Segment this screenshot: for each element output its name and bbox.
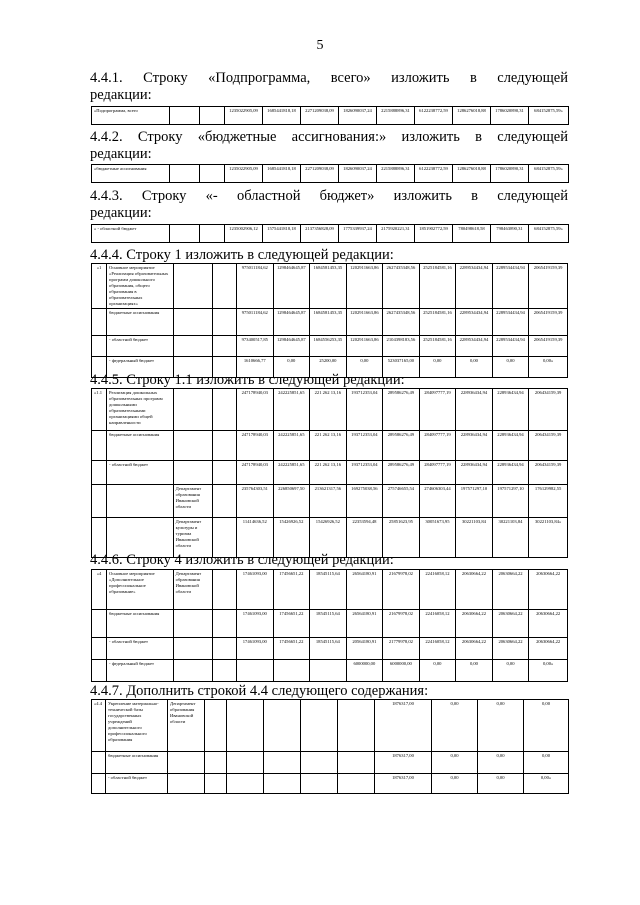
table-cell: 2065419159,39 bbox=[529, 264, 568, 309]
table-cell: 242225851,65 bbox=[273, 431, 310, 461]
table-cell bbox=[168, 774, 205, 794]
table-cell bbox=[205, 752, 227, 774]
table-cell: 6122238772,59 bbox=[415, 165, 453, 183]
table-cell: 523037165,00 bbox=[383, 357, 420, 378]
table-cell: 247178940,03 bbox=[237, 431, 274, 461]
table-cell: 221 262 13,16 bbox=[310, 389, 347, 431]
table-cell bbox=[273, 660, 310, 682]
table-cell: 20564180,91 bbox=[346, 638, 383, 660]
table-cell: 22416058,12 bbox=[419, 638, 456, 660]
heading-line: редакции: bbox=[90, 146, 152, 162]
table-row bbox=[92, 225, 569, 243]
table-cell: бюджетные ассигнования bbox=[107, 610, 174, 638]
table-cell: 0,00 bbox=[419, 357, 456, 378]
table-cell bbox=[92, 610, 107, 638]
table-cell bbox=[173, 309, 213, 336]
table-cell: 197571297,10 bbox=[456, 485, 493, 518]
table-cell bbox=[227, 752, 264, 774]
table-cell: 1786020890,31 bbox=[491, 107, 529, 125]
table-cell bbox=[264, 700, 301, 752]
table-cell: 30051673,95 bbox=[419, 518, 456, 558]
table-cell: 0,00 bbox=[478, 700, 524, 752]
table-cell bbox=[213, 570, 237, 610]
table-cell: 0,00 bbox=[524, 752, 569, 774]
table-cell bbox=[170, 165, 200, 183]
table-cell: - областной бюджет bbox=[107, 638, 174, 660]
table-cell bbox=[213, 660, 237, 682]
table-row bbox=[92, 774, 569, 794]
table-cell bbox=[310, 660, 347, 682]
table-cell: 0,00 bbox=[432, 700, 478, 752]
table-cell: 221 262 13,16 bbox=[310, 431, 347, 461]
table-cell: 2289534434,94 bbox=[492, 309, 529, 336]
table-cell: 6122238772,59 bbox=[415, 107, 453, 125]
table-cell: 2065419159,39 bbox=[529, 336, 568, 357]
table-cell bbox=[338, 700, 375, 752]
table-cell: 1298464645,87 bbox=[273, 264, 310, 309]
table-cell: 228936434,94 bbox=[492, 431, 529, 461]
heading-4-4-1 bbox=[90, 70, 568, 104]
table-cell bbox=[301, 700, 338, 752]
table-cell: «Подпрограмма, всего bbox=[92, 107, 170, 125]
table-cell: 17461093,00 bbox=[237, 610, 274, 638]
table-cell: 1876317,00 bbox=[375, 774, 432, 794]
table-row bbox=[92, 165, 569, 183]
table-cell bbox=[168, 752, 205, 774]
table-cell bbox=[213, 638, 237, 660]
table-cell: 247178940,03 bbox=[237, 389, 274, 431]
heading-4-4-4: 4.4.4. Строку 1 изложить в следующей редакции: bbox=[90, 247, 394, 263]
table-4-4-5 bbox=[91, 388, 568, 558]
table-cell: 235764303,51 bbox=[237, 485, 274, 518]
table-row bbox=[92, 700, 569, 752]
table-cell: 6000000,00 bbox=[346, 660, 383, 682]
table-cell bbox=[338, 752, 375, 774]
table-cell: 193712353,04 bbox=[346, 389, 383, 431]
table-cell: 6000000,00 bbox=[383, 660, 420, 682]
table-4-4-1 bbox=[91, 106, 569, 125]
heading-4-4-3 bbox=[90, 188, 568, 222]
table-cell: 1685441818,18 bbox=[263, 107, 301, 125]
table-cell bbox=[301, 752, 338, 774]
table-cell: 1202911663,86 bbox=[346, 309, 383, 336]
table-cell: 0,00 bbox=[432, 752, 478, 774]
table-cell: 21679978,02 bbox=[383, 610, 420, 638]
table-cell: 21779978,02 bbox=[383, 638, 420, 660]
table-row bbox=[92, 431, 568, 461]
table-cell: 1202911663,86 bbox=[346, 336, 383, 357]
table-cell: бюджетные ассигнования bbox=[106, 752, 168, 774]
table-row bbox=[92, 570, 568, 610]
table-cell: Укрепление материально-технической базы государственных учреждений дополнительного профессионального образования bbox=[106, 700, 168, 752]
table-cell: 2289534434,94 bbox=[456, 336, 493, 357]
table-cell: 1235022905,09 bbox=[225, 165, 263, 183]
table-cell: 25200,00 bbox=[310, 357, 347, 378]
table-cell: 798463890,31 bbox=[491, 225, 529, 243]
table-cell: 213621317,56 bbox=[310, 485, 347, 518]
table-cell: 20630664,22 bbox=[492, 610, 529, 638]
table-cell: «4 bbox=[92, 570, 107, 610]
table-cell: 684152875,59» bbox=[529, 165, 569, 183]
table-cell: « - областной бюджет bbox=[92, 225, 170, 243]
table-cell: 2627435348,56 bbox=[383, 264, 420, 309]
table-cell: 1876317,00 bbox=[375, 700, 432, 752]
table-cell: 1575441818,18 bbox=[263, 225, 301, 243]
table-cell: 973400517,85 bbox=[237, 336, 274, 357]
table-cell: 1775339937,24 bbox=[339, 225, 377, 243]
table-cell: 1684581453,35 bbox=[310, 309, 347, 336]
table-cell: 975011184,62 bbox=[237, 309, 274, 336]
table-cell: 17456651,22 bbox=[273, 610, 310, 638]
table-cell: 2627435348,56 bbox=[383, 309, 420, 336]
table-cell: 975011184,62 bbox=[237, 264, 274, 309]
table-cell: 1235002906,12 bbox=[225, 225, 263, 243]
table-cell: 22416058,12 bbox=[419, 610, 456, 638]
table-cell: 2137356828,09 bbox=[301, 225, 339, 243]
table-cell: 684152875,59» bbox=[529, 225, 569, 243]
table-cell: 1876317,00 bbox=[375, 752, 432, 774]
table-cell: 780498618,58 bbox=[453, 225, 491, 243]
table-cell: 22353594,48 bbox=[346, 518, 383, 558]
heading-line: редакции: bbox=[90, 205, 152, 221]
table-cell: 228936434,94 bbox=[492, 389, 529, 431]
table-cell: 21679978,02 bbox=[383, 570, 420, 610]
table-cell: 15426926,52 bbox=[273, 518, 310, 558]
table-cell: 0,00 bbox=[432, 774, 478, 794]
table-cell bbox=[213, 264, 237, 309]
table-cell: 2065419159,39 bbox=[529, 309, 568, 336]
table-cell: 2289534434,94 bbox=[456, 264, 493, 309]
heading-4-4-6: 4.4.6. Строку 4 изложить в следующей редакции: bbox=[90, 552, 394, 568]
table-cell: 242225851,65 bbox=[273, 461, 310, 485]
table-row bbox=[92, 638, 568, 660]
table-cell bbox=[92, 485, 107, 518]
table-cell bbox=[173, 389, 213, 431]
table-cell bbox=[338, 774, 375, 794]
table-cell: «1 bbox=[92, 264, 107, 309]
table-cell: 30221103,84» bbox=[529, 518, 568, 558]
table-cell: 20630664,22 bbox=[492, 570, 529, 610]
table-cell: 228936434,94 bbox=[456, 389, 493, 431]
table-cell: Основное мероприятие «Дополнительное профессиональное образование» bbox=[107, 570, 174, 610]
table-cell: 25851623,95 bbox=[383, 518, 420, 558]
table-cell bbox=[205, 700, 227, 752]
table-cell bbox=[173, 638, 213, 660]
table-cell: 18545115,64 bbox=[310, 570, 347, 610]
table-cell bbox=[173, 660, 213, 682]
table-cell: 17461093,00 bbox=[237, 570, 274, 610]
table-cell: 0,00» bbox=[529, 357, 568, 378]
table-cell: 0,00 bbox=[492, 357, 529, 378]
table-cell: 226850697,50 bbox=[273, 485, 310, 518]
table-cell: - областной бюджет bbox=[106, 774, 168, 794]
table-cell: 0,00 bbox=[456, 357, 493, 378]
table-cell: 22416058,12 bbox=[419, 570, 456, 610]
heading-4-4-7: 4.4.7. Дополнить строкой 4.4 следующего содержания: bbox=[90, 683, 429, 699]
table-cell: «1.1 bbox=[92, 389, 107, 431]
table-cell bbox=[264, 774, 301, 794]
table-cell: Департамент образования Ивановской области bbox=[173, 570, 213, 610]
table-cell: 2525184581,16 bbox=[419, 336, 456, 357]
table-cell bbox=[264, 752, 301, 774]
table-cell: 1202911663,86 bbox=[346, 264, 383, 309]
table-cell: 0,00» bbox=[524, 774, 569, 794]
table-cell bbox=[92, 660, 107, 682]
table-cell: 206434159,39 bbox=[529, 431, 568, 461]
table-row bbox=[92, 264, 568, 309]
table-cell: 1685441818,18 bbox=[263, 165, 301, 183]
table-cell bbox=[170, 225, 200, 243]
table-cell bbox=[173, 461, 213, 485]
table-cell bbox=[92, 336, 107, 357]
table-cell bbox=[92, 309, 107, 336]
table-4-4-4 bbox=[91, 263, 568, 378]
table-cell bbox=[200, 107, 225, 125]
table-cell: 0,00 bbox=[419, 660, 456, 682]
table-cell: 2289534434,94 bbox=[456, 309, 493, 336]
table-cell bbox=[173, 264, 213, 309]
table-cell bbox=[92, 752, 106, 774]
table-cell: 2525184581,16 bbox=[419, 309, 456, 336]
table-cell: - федеральный бюджет bbox=[107, 357, 174, 378]
table-cell: 30221103,84 bbox=[456, 518, 493, 558]
table-cell: 247178940,03 bbox=[237, 461, 274, 485]
table-row bbox=[92, 309, 568, 336]
table-cell: 17461093,00 bbox=[237, 638, 274, 660]
table-cell: 26564180,91 bbox=[346, 570, 383, 610]
heading-4-4-5: 4.4.5. Строку 1.1 изложить в следующей редакции: bbox=[90, 372, 405, 388]
table-row bbox=[92, 461, 568, 485]
table-cell bbox=[173, 336, 213, 357]
table-cell: 2271209038,09 bbox=[301, 107, 339, 125]
table-cell bbox=[227, 774, 264, 794]
table-cell: Департамент образования Ивановской области bbox=[173, 485, 213, 518]
table-cell: 1786020890,31 bbox=[491, 165, 529, 183]
heading-line: 4.4.2. Строку «бюджетные ассигнования:» изложить в следующей bbox=[90, 129, 568, 145]
table-cell: 289586276,49 bbox=[383, 461, 420, 485]
table-cell: 2271209038,09 bbox=[301, 165, 339, 183]
table-cell: 20630664,22 bbox=[456, 570, 493, 610]
table-cell: Основное мероприятие «Реализация образовательных программ дошкольного образования, общего образования в образовательных организациях» bbox=[107, 264, 174, 309]
heading-line: редакции: bbox=[90, 87, 152, 103]
table-cell: 684152875,59» bbox=[529, 107, 569, 125]
heading-line: 4.4.1. Строку «Подпрограмма, всего» изложить в следующей bbox=[90, 70, 568, 86]
table-cell: - областной бюджет bbox=[107, 336, 174, 357]
table-cell: 20630664,22 bbox=[529, 570, 568, 610]
table-cell: 2215888896,31 bbox=[377, 165, 415, 183]
table-cell bbox=[200, 225, 225, 243]
table-cell bbox=[205, 774, 227, 794]
table-cell: 17456651,22 bbox=[273, 570, 310, 610]
table-cell: 0,00 bbox=[273, 357, 310, 378]
table-4-4-6 bbox=[91, 569, 568, 682]
table-cell: 206434159,39 bbox=[529, 389, 568, 431]
table-cell: 1684556253,35 bbox=[310, 336, 347, 357]
table-4-4-3 bbox=[91, 224, 569, 243]
table-cell: 169275038,56 bbox=[346, 485, 383, 518]
heading-line: 4.4.3. Строку «- областной бюджет» изложить в следующей bbox=[90, 188, 568, 204]
table-cell bbox=[301, 774, 338, 794]
table-cell: 0,00 bbox=[478, 774, 524, 794]
table-row bbox=[92, 752, 569, 774]
table-cell: 197571297,10 bbox=[492, 485, 529, 518]
table-cell: 0,00 bbox=[478, 752, 524, 774]
table-cell: 1298464645,87 bbox=[273, 336, 310, 357]
table-cell: 2175920221,31 bbox=[377, 225, 415, 243]
table-cell: - федеральный бюджет bbox=[107, 660, 174, 682]
table-cell: 0,00» bbox=[529, 660, 568, 682]
table-cell: 0,00 bbox=[456, 660, 493, 682]
table-cell: 1851902772,59 bbox=[415, 225, 453, 243]
table-row bbox=[92, 107, 569, 125]
table-cell bbox=[173, 431, 213, 461]
page-number: 5 bbox=[316, 38, 324, 53]
table-cell: 18545115,64 bbox=[310, 638, 347, 660]
table-cell: Департамент образования Ивановской области bbox=[168, 700, 205, 752]
table-cell bbox=[213, 336, 237, 357]
table-cell: 228936434,94 bbox=[456, 461, 493, 485]
table-cell: 1235022905,09 bbox=[225, 107, 263, 125]
table-cell: 1298464645,87 bbox=[273, 309, 310, 336]
table-cell: 2104398183,56 bbox=[383, 336, 420, 357]
table-cell: Департамент культуры и туризма Ивановской области bbox=[173, 518, 213, 558]
table-cell: 1826090037,24 bbox=[339, 165, 377, 183]
table-cell: 275746655,54 bbox=[383, 485, 420, 518]
table-cell: 206434159,39 bbox=[529, 461, 568, 485]
table-cell: «бюджетные ассигнования bbox=[92, 165, 170, 183]
table-cell: 284097777,19 bbox=[419, 431, 456, 461]
table-cell: 20630664,22 bbox=[492, 638, 529, 660]
table-cell bbox=[173, 610, 213, 638]
table-cell: 20630664,22 bbox=[529, 610, 568, 638]
table-cell bbox=[213, 309, 237, 336]
table-cell bbox=[200, 165, 225, 183]
table-cell bbox=[92, 774, 106, 794]
table-cell: 284097777,19 bbox=[419, 389, 456, 431]
table-cell: 20630664,22 bbox=[456, 610, 493, 638]
table-cell: 193712353,04 bbox=[346, 431, 383, 461]
table-cell: 20630664,22 bbox=[456, 638, 493, 660]
table-cell: 20630664,22 bbox=[529, 638, 568, 660]
table-cell: 18545115,64 bbox=[310, 610, 347, 638]
table-cell: 221 262 13,16 bbox=[310, 461, 347, 485]
table-cell: 1286276018,88 bbox=[453, 107, 491, 125]
table-cell: «4.4 bbox=[92, 700, 106, 752]
table-cell bbox=[227, 700, 264, 752]
table-cell: 0,00 bbox=[524, 700, 569, 752]
table-cell: 0,00 bbox=[346, 357, 383, 378]
table-cell: 274606303,44 bbox=[419, 485, 456, 518]
table-cell: 1286276018,88 bbox=[453, 165, 491, 183]
table-cell: 2289534434,94 bbox=[492, 336, 529, 357]
table-cell: бюджетные ассигнования bbox=[107, 309, 174, 336]
table-cell: 15426926,52 bbox=[310, 518, 347, 558]
table-4-4-2 bbox=[91, 164, 569, 183]
table-cell bbox=[237, 660, 274, 682]
table-cell bbox=[92, 431, 107, 461]
table-row bbox=[92, 485, 568, 518]
table-row bbox=[92, 660, 568, 682]
table-cell bbox=[170, 107, 200, 125]
heading-4-4-2 bbox=[90, 129, 568, 163]
table-cell: 193712353,04 bbox=[346, 461, 383, 485]
table-cell: 30221103,84 bbox=[492, 518, 529, 558]
table-cell bbox=[213, 461, 237, 485]
table-cell: 0,00 bbox=[492, 660, 529, 682]
table-row bbox=[92, 610, 568, 638]
table-cell: 289586276,49 bbox=[383, 431, 420, 461]
table-cell bbox=[92, 461, 107, 485]
table-cell: Реализация дошкольных образовательных программ дошкольными образовательными организациями общей направленности bbox=[107, 389, 174, 431]
table-cell: 2525184581,16 bbox=[419, 264, 456, 309]
table-cell: 1826090037,24 bbox=[339, 107, 377, 125]
table-cell: 17456651,22 bbox=[273, 638, 310, 660]
table-cell: 2289534434,94 bbox=[492, 264, 529, 309]
table-cell: 289586276,49 bbox=[383, 389, 420, 431]
table-cell: бюджетные ассигнования bbox=[107, 431, 174, 461]
table-cell bbox=[92, 638, 107, 660]
table-cell: 228936434,94 bbox=[492, 461, 529, 485]
table-cell: 1610666,77 bbox=[237, 357, 274, 378]
table-cell: 1684581453,35 bbox=[310, 264, 347, 309]
table-row bbox=[92, 336, 568, 357]
table-row bbox=[92, 389, 568, 431]
table-cell: 26564180,91 bbox=[346, 610, 383, 638]
table-cell bbox=[213, 610, 237, 638]
table-4-4-7 bbox=[91, 699, 569, 794]
table-cell bbox=[107, 485, 174, 518]
table-cell: 176129982,55 bbox=[529, 485, 568, 518]
table-cell: 284097777,19 bbox=[419, 461, 456, 485]
table-cell: 242225851,65 bbox=[273, 389, 310, 431]
table-cell bbox=[213, 485, 237, 518]
table-cell: - областной бюджет bbox=[107, 461, 174, 485]
table-cell bbox=[213, 389, 237, 431]
table-cell: 11414636,52 bbox=[237, 518, 274, 558]
table-cell: 228936434,94 bbox=[456, 431, 493, 461]
table-cell bbox=[213, 431, 237, 461]
table-cell: 2215888896,31 bbox=[377, 107, 415, 125]
